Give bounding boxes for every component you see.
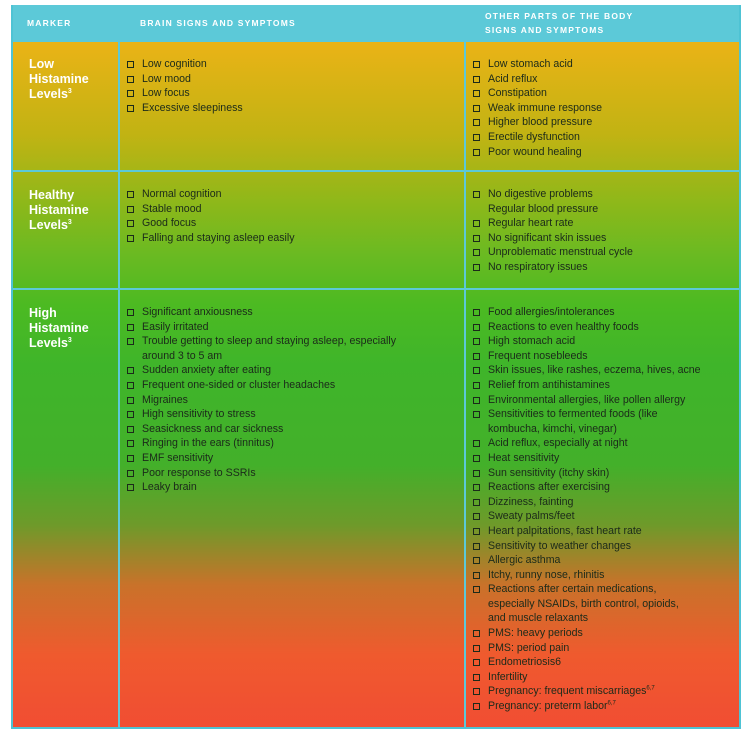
- healthy-body-list: [472, 187, 734, 275]
- list-item-text: around 3 to 5 am: [142, 349, 223, 362]
- list-item-text: Regular blood pressure: [488, 202, 599, 215]
- list-item: [126, 72, 456, 87]
- list-item: [472, 436, 738, 451]
- list-item-text: Poor response to SSRIs: [142, 466, 256, 479]
- list-item-text: Relief from antihistamines: [488, 378, 610, 391]
- marker-healthy-line3: [29, 218, 119, 233]
- checkbox-square-icon: [473, 220, 480, 227]
- list-item: [126, 393, 462, 408]
- list-item: [126, 422, 462, 437]
- list-item-text: Sweaty palms/feet: [488, 510, 575, 523]
- marker-low-line1: Low: [29, 57, 54, 71]
- checkbox-square-icon: [473, 235, 480, 242]
- list-item: [472, 524, 738, 539]
- list-item: [472, 655, 738, 670]
- histamine-table: [11, 5, 741, 729]
- checkbox-square-icon: [127, 382, 134, 389]
- list-item-text: PMS: period pain: [488, 641, 570, 654]
- list-item: [126, 86, 456, 101]
- list-item: [472, 72, 734, 87]
- list-item-text: Low mood: [142, 72, 191, 85]
- header-brain: BRAIN SIGNS AND SYMPTOMS: [140, 18, 296, 28]
- list-item-text: and muscle relaxants: [488, 612, 589, 625]
- list-item-text: High sensitivity to stress: [142, 408, 256, 421]
- list-item-text: Erectile dysfunction: [488, 130, 580, 143]
- list-item-text: kombucha, kimchi, vinegar): [488, 422, 617, 435]
- checkbox-square-icon: [473, 528, 480, 535]
- list-item-text: Constipation: [488, 87, 547, 100]
- footnote-sup: 6,7: [646, 685, 655, 692]
- list-item: [472, 451, 738, 466]
- list-item: [126, 378, 462, 393]
- list-item-text: Seasickness and car sickness: [142, 422, 284, 435]
- checkbox-square-icon: [473, 382, 480, 389]
- list-item-text: Migraines: [142, 393, 188, 406]
- list-item-text: Easily irritated: [142, 320, 209, 333]
- list-item: [472, 495, 738, 510]
- list-item: [126, 466, 462, 481]
- list-item-text: Frequent nosebleeds: [488, 349, 588, 362]
- list-item: [472, 480, 738, 495]
- list-item: [472, 216, 734, 231]
- checkbox-square-icon: [473, 645, 480, 652]
- marker-high: [29, 306, 119, 351]
- list-item: [126, 334, 462, 349]
- header-body-line1: OTHER PARTS OF THE BODY: [485, 11, 634, 21]
- checkbox-square-icon: [127, 338, 134, 345]
- checkbox-square-icon: [127, 484, 134, 491]
- checkbox-square-icon: [473, 688, 480, 695]
- list-item: [472, 349, 738, 364]
- checkbox-square-icon: [127, 367, 134, 374]
- checkbox-square-icon: [473, 309, 480, 316]
- list-item: [472, 145, 734, 160]
- marker-low-line2: Histamine: [29, 72, 89, 86]
- checkbox-square-icon: [473, 367, 480, 374]
- list-item: [126, 202, 456, 217]
- checkbox-square-icon: [473, 470, 480, 477]
- low-brain-list: [126, 57, 456, 115]
- list-item-text: No digestive problems: [488, 188, 593, 200]
- column-divider-1: [118, 42, 120, 727]
- marker-low-word: Levels: [29, 87, 68, 101]
- list-item-text: Environmental allergies, like pollen allergy: [488, 393, 686, 406]
- checkbox-square-icon: [473, 264, 480, 271]
- list-item-text: Infertility: [488, 670, 528, 683]
- checkbox-square-icon: [473, 149, 480, 156]
- list-item: [126, 320, 462, 335]
- list-item: [472, 582, 738, 597]
- list-item: [126, 216, 456, 231]
- checkbox-square-icon: [127, 61, 134, 68]
- list-item: [472, 626, 738, 641]
- list-item: [472, 568, 738, 583]
- list-item-text: Reactions after exercising: [488, 481, 610, 494]
- list-item-text: EMF sensitivity: [142, 451, 214, 464]
- checkbox-square-icon: [473, 191, 480, 198]
- marker-low-line3: [29, 87, 119, 102]
- list-item-text: Stable mood: [142, 202, 202, 215]
- list-item: [472, 422, 738, 437]
- marker-healthy: [29, 188, 119, 233]
- checkbox-square-icon: [473, 134, 480, 141]
- marker-high-line1: High: [29, 306, 57, 320]
- list-item: [472, 130, 734, 145]
- list-item-text: Skin issues, like rashes, eczema, hives, acne: [488, 364, 701, 377]
- list-item: [472, 597, 738, 612]
- list-item: [126, 451, 462, 466]
- list-item-text: Dizziness, fainting: [488, 495, 574, 508]
- list-item: [472, 115, 734, 130]
- list-item: [472, 86, 734, 101]
- marker-high-line2: Histamine: [29, 321, 89, 335]
- list-item-text: Frequent one-sided or cluster headaches: [142, 378, 336, 391]
- checkbox-square-icon: [473, 499, 480, 506]
- checkbox-square-icon: [127, 455, 134, 462]
- footnote-sup: 6,7: [607, 700, 616, 707]
- checkbox-square-icon: [127, 220, 134, 227]
- list-item: [472, 611, 738, 626]
- list-item-text: No significant skin issues: [488, 231, 607, 244]
- healthy-brain-list: [126, 187, 456, 245]
- list-item-text: Low stomach acid: [488, 58, 573, 70]
- marker-low: [29, 57, 119, 102]
- list-item: [126, 480, 462, 495]
- list-item-text: High stomach acid: [488, 335, 576, 348]
- list-item-text: Sensitivities to fermented foods (like: [488, 408, 658, 421]
- checkbox-square-icon: [473, 61, 480, 68]
- list-item-text: Acid reflux: [488, 72, 538, 85]
- header-body-line2: SIGNS AND SYMPTOMS: [485, 25, 605, 35]
- list-item: [472, 320, 738, 335]
- checkbox-square-icon: [473, 76, 480, 83]
- row-divider-2: [13, 288, 739, 290]
- list-item-text: Reactions after certain medications,: [488, 583, 657, 596]
- marker-healthy-sup: 3: [67, 218, 72, 226]
- list-item-text: Regular heart rate: [488, 217, 574, 230]
- list-item-text: No respiratory issues: [488, 260, 588, 273]
- list-item: [126, 349, 462, 364]
- checkbox-square-icon: [127, 324, 134, 331]
- checkbox-square-icon: [127, 411, 134, 418]
- checkbox-square-icon: [473, 484, 480, 491]
- list-item: [472, 699, 738, 714]
- checkbox-square-icon: [473, 397, 480, 404]
- list-item-text: Ringing in the ears (tinnitus): [142, 437, 274, 450]
- list-item-text: Weak immune response: [488, 101, 603, 114]
- checkbox-square-icon: [473, 630, 480, 637]
- high-body-list: [472, 305, 738, 714]
- marker-high-line3: [29, 336, 119, 351]
- checkbox-square-icon: [473, 90, 480, 97]
- checkbox-square-icon: [473, 659, 480, 666]
- list-item-text: Sun sensitivity (itchy skin): [488, 466, 610, 479]
- list-item-text: Significant anxiousness: [142, 306, 253, 318]
- list-item-text: Low cognition: [142, 58, 207, 70]
- list-item: [472, 684, 738, 699]
- column-divider-2: [464, 42, 466, 727]
- checkbox-square-icon: [473, 324, 480, 331]
- list-item-text: Heat sensitivity: [488, 451, 560, 464]
- header-body: [485, 9, 633, 37]
- list-item: [126, 187, 456, 202]
- low-body-list: [472, 57, 734, 159]
- list-item: [472, 363, 738, 378]
- marker-high-sup: 3: [67, 336, 72, 344]
- checkbox-square-icon: [473, 105, 480, 112]
- list-item-text: Itchy, runny nose, rhinitis: [488, 568, 605, 581]
- checkbox-square-icon: [127, 309, 134, 316]
- list-item: [472, 539, 738, 554]
- list-item: [472, 57, 734, 72]
- header-marker: MARKER: [27, 18, 72, 28]
- list-item: [472, 670, 738, 685]
- checkbox-square-icon: [473, 440, 480, 447]
- row-divider-1: [13, 170, 739, 172]
- list-item-text: Leaky brain: [142, 481, 197, 494]
- checkbox-square-icon: [127, 191, 134, 198]
- list-item-text: Unproblematic menstrual cycle: [488, 246, 633, 259]
- list-item: [472, 101, 734, 116]
- list-item-text: Pregnancy: preterm labor: [488, 700, 608, 713]
- list-item: [472, 202, 734, 217]
- list-item-text: Trouble getting to sleep and staying asleep, especially: [142, 335, 397, 348]
- list-item-text: Food allergies/intolerances: [488, 306, 615, 318]
- list-item: [472, 305, 738, 320]
- list-item: [126, 436, 462, 451]
- list-item: [126, 231, 456, 246]
- checkbox-square-icon: [473, 557, 480, 564]
- list-item-text: Higher blood pressure: [488, 116, 593, 129]
- marker-high-word: Levels: [29, 336, 68, 350]
- list-item-text: Acid reflux, especially at night: [488, 437, 628, 450]
- checkbox-square-icon: [127, 90, 134, 97]
- list-item: [472, 466, 738, 481]
- list-item: [472, 553, 738, 568]
- checkbox-square-icon: [473, 586, 480, 593]
- list-item-text: Normal cognition: [142, 188, 222, 200]
- checkbox-square-icon: [473, 411, 480, 418]
- list-item: [126, 407, 462, 422]
- list-item-text: Excessive sleepiness: [142, 101, 243, 114]
- high-brain-list: [126, 305, 462, 495]
- checkbox-square-icon: [127, 206, 134, 213]
- checkbox-square-icon: [473, 703, 480, 710]
- marker-healthy-word: Levels: [29, 218, 68, 232]
- checkbox-square-icon: [127, 440, 134, 447]
- checkbox-square-icon: [473, 249, 480, 256]
- list-item-text: PMS: heavy periods: [488, 627, 583, 640]
- list-item-text: Falling and staying asleep easily: [142, 231, 295, 244]
- list-item-text: Low focus: [142, 87, 190, 100]
- list-item-text: Sensitivity to weather changes: [488, 539, 632, 552]
- list-item: [472, 245, 734, 260]
- checkbox-square-icon: [473, 513, 480, 520]
- list-item: [472, 260, 734, 275]
- checkbox-square-icon: [127, 105, 134, 112]
- marker-low-sup: 3: [67, 87, 72, 95]
- list-item-text: Endometriosis6: [488, 656, 562, 669]
- checkbox-square-icon: [473, 572, 480, 579]
- checkbox-square-icon: [473, 543, 480, 550]
- list-item: [472, 378, 738, 393]
- list-item-text: Reactions to even healthy foods: [488, 320, 639, 333]
- list-item-text: Good focus: [142, 217, 197, 230]
- checkbox-square-icon: [473, 119, 480, 126]
- checkbox-square-icon: [127, 426, 134, 433]
- list-item: [126, 101, 456, 116]
- list-item-text: Poor wound healing: [488, 145, 582, 158]
- list-item: [472, 334, 738, 349]
- list-item-text: especially NSAIDs, birth control, opioids,: [488, 597, 679, 610]
- checkbox-square-icon: [127, 470, 134, 477]
- marker-healthy-line1: Healthy: [29, 188, 75, 202]
- checkbox-square-icon: [127, 235, 134, 242]
- list-item: [126, 305, 462, 320]
- list-item-text: Pregnancy: frequent miscarriages: [488, 685, 647, 698]
- table-header: [13, 5, 739, 42]
- list-item: [472, 509, 738, 524]
- list-item-text: Allergic asthma: [488, 554, 561, 567]
- checkbox-square-icon: [473, 338, 480, 345]
- checkbox-square-icon: [127, 397, 134, 404]
- marker-healthy-line2: Histamine: [29, 203, 89, 217]
- list-item-text: Heart palpitations, fast heart rate: [488, 524, 642, 537]
- list-item: [472, 407, 738, 422]
- list-item: [472, 187, 734, 202]
- list-item: [126, 57, 456, 72]
- list-item: [472, 641, 738, 656]
- checkbox-square-icon: [473, 674, 480, 681]
- list-item: [126, 363, 462, 378]
- checkbox-square-icon: [127, 76, 134, 83]
- list-item: [472, 393, 738, 408]
- list-item: [472, 231, 734, 246]
- checkbox-square-icon: [473, 455, 480, 462]
- checkbox-square-icon: [473, 353, 480, 360]
- list-item-text: Sudden anxiety after eating: [142, 364, 271, 377]
